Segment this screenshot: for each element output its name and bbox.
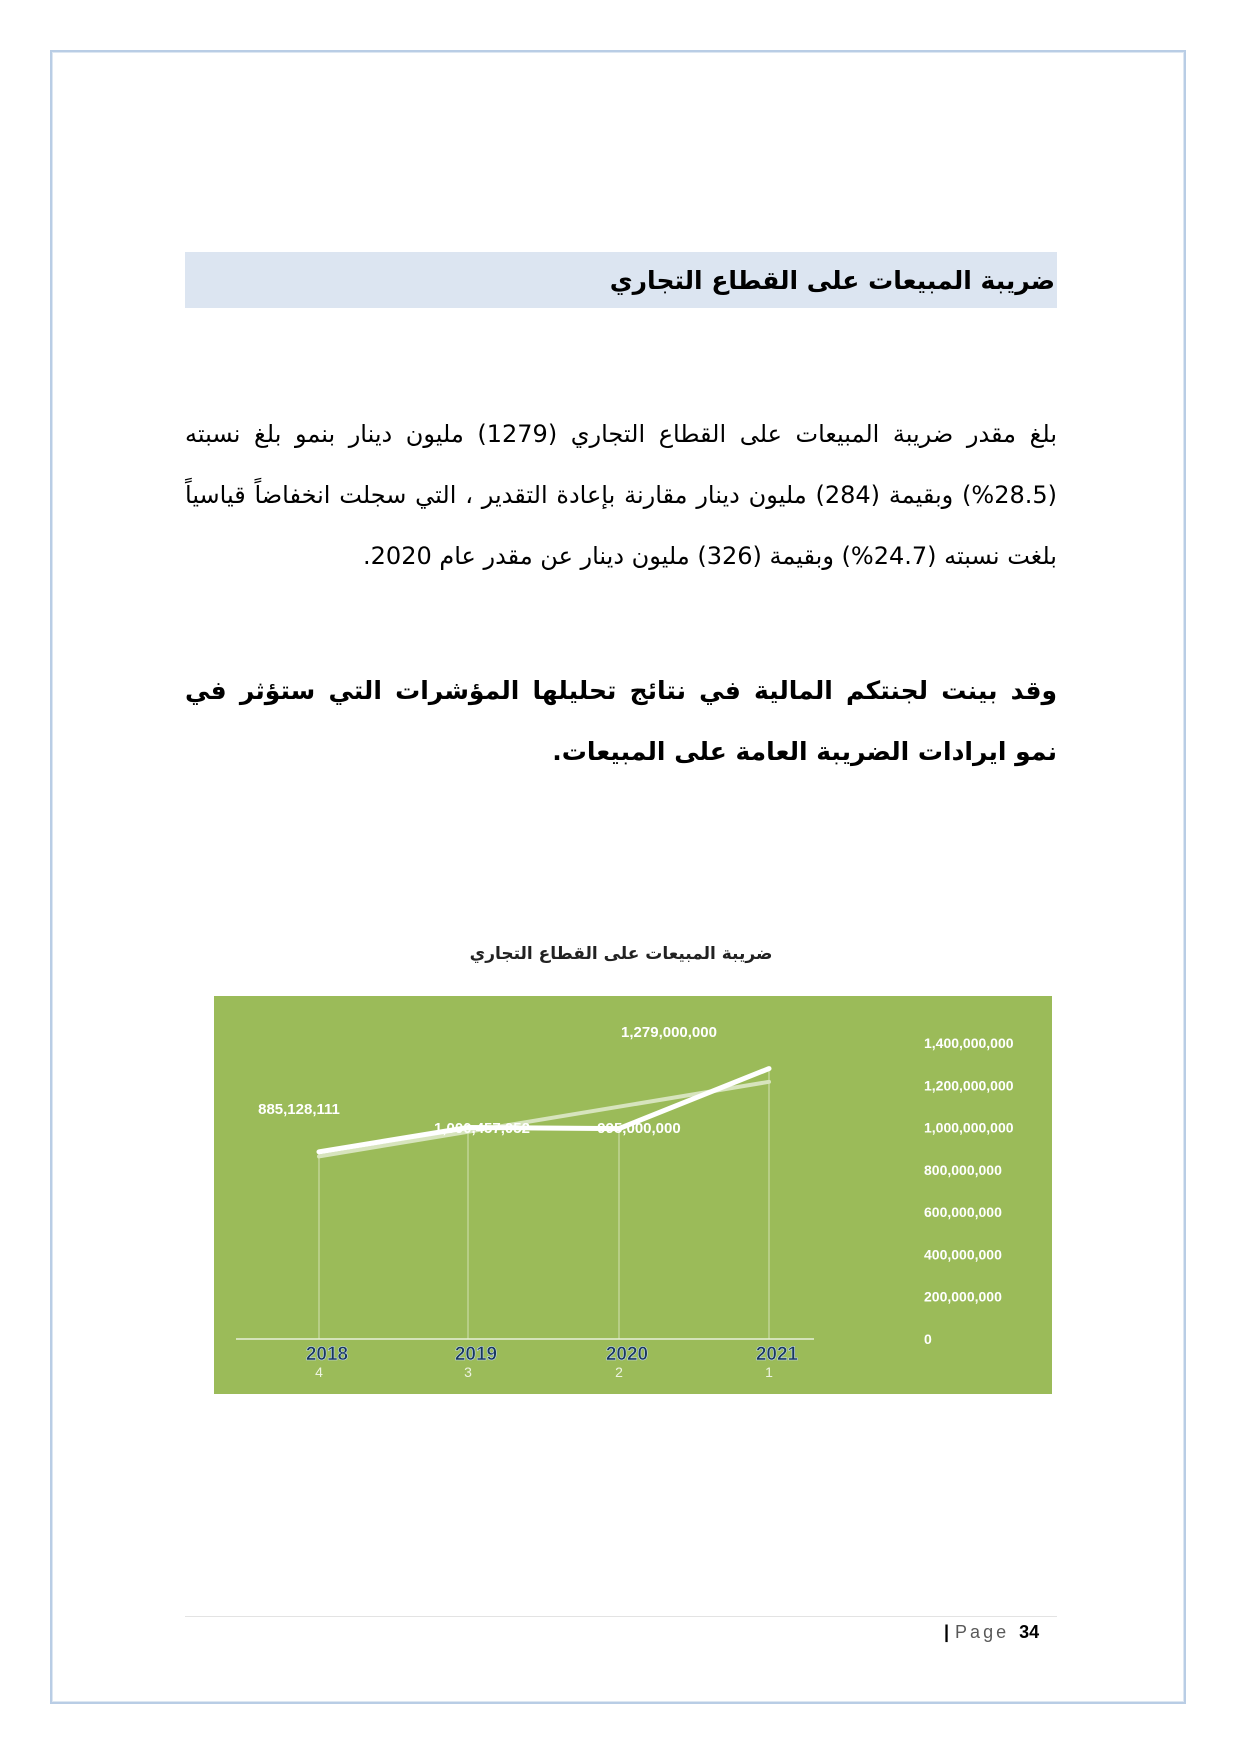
category-index-2021: 1 bbox=[765, 1364, 773, 1380]
category-label-2018: 2018 bbox=[305, 1344, 349, 1365]
y-tick-label-4: 800,000,000 bbox=[924, 1161, 1002, 1178]
sales-tax-line-chart bbox=[214, 996, 1052, 1394]
category-label-2020: 2020 bbox=[605, 1344, 649, 1365]
section-heading-text: ضريبة المبيعات على القطاع التجاري bbox=[609, 265, 1055, 295]
category-label-2021: 2021 bbox=[755, 1344, 799, 1365]
y-tick-label-6: 1,200,000,000 bbox=[924, 1077, 1014, 1094]
section-heading bbox=[185, 252, 1057, 308]
y-tick-label-7: 1,400,000,000 bbox=[924, 1035, 1014, 1051]
data-label-2019: 1,000,457,052 bbox=[434, 1120, 530, 1137]
footer-separator: | bbox=[944, 1622, 950, 1642]
y-tick-label-5: 1,000,000,000 bbox=[924, 1119, 1014, 1136]
bold-paragraph: وقد بينت لجنتكم المالية في نتائج تحليلها المؤشرات التي ستؤثر في نمو ايرادات الضريبة العامة على المبيعات. bbox=[185, 676, 1057, 766]
data-label-2020: 995,000,000 bbox=[597, 1120, 681, 1137]
data-label-2021: 1,279,000,000 bbox=[621, 1024, 717, 1041]
category-index-2018: 4 bbox=[315, 1364, 323, 1380]
footer-rule bbox=[185, 1616, 1057, 1617]
y-tick-label-1: 200,000,000 bbox=[924, 1288, 1002, 1305]
body-paragraph: بلغ مقدر ضريبة المبيعات على القطاع التجاري (1279) مليون دينار بنمو بلغ نسبته (28.5%) وبقيمة (284) مليون دينار مقارنة بإعادة التقدير ، التي سجلت انخفاضاً قياسياً بلغت نسبته (24.7%) وبقيمة (326) مليون دينار عن مقدر عام 2020. bbox=[185, 420, 1057, 570]
y-tick-label-2: 400,000,000 bbox=[924, 1246, 1002, 1263]
category-index-2020: 2 bbox=[615, 1364, 623, 1380]
y-tick-label-0: 0 bbox=[924, 1331, 932, 1347]
footer-page-word: Page bbox=[955, 1622, 1010, 1642]
data-label-2018: 885,128,111 bbox=[258, 1101, 340, 1118]
category-label-2019: 2019 bbox=[454, 1344, 498, 1365]
chart-title: ضريبة المبيعات على القطاع التجاري bbox=[469, 944, 773, 964]
category-index-2019: 3 bbox=[464, 1364, 472, 1380]
page-number: 34 bbox=[1019, 1622, 1040, 1642]
page-footer bbox=[944, 1622, 1039, 1643]
y-tick-label-3: 600,000,000 bbox=[924, 1204, 1002, 1221]
